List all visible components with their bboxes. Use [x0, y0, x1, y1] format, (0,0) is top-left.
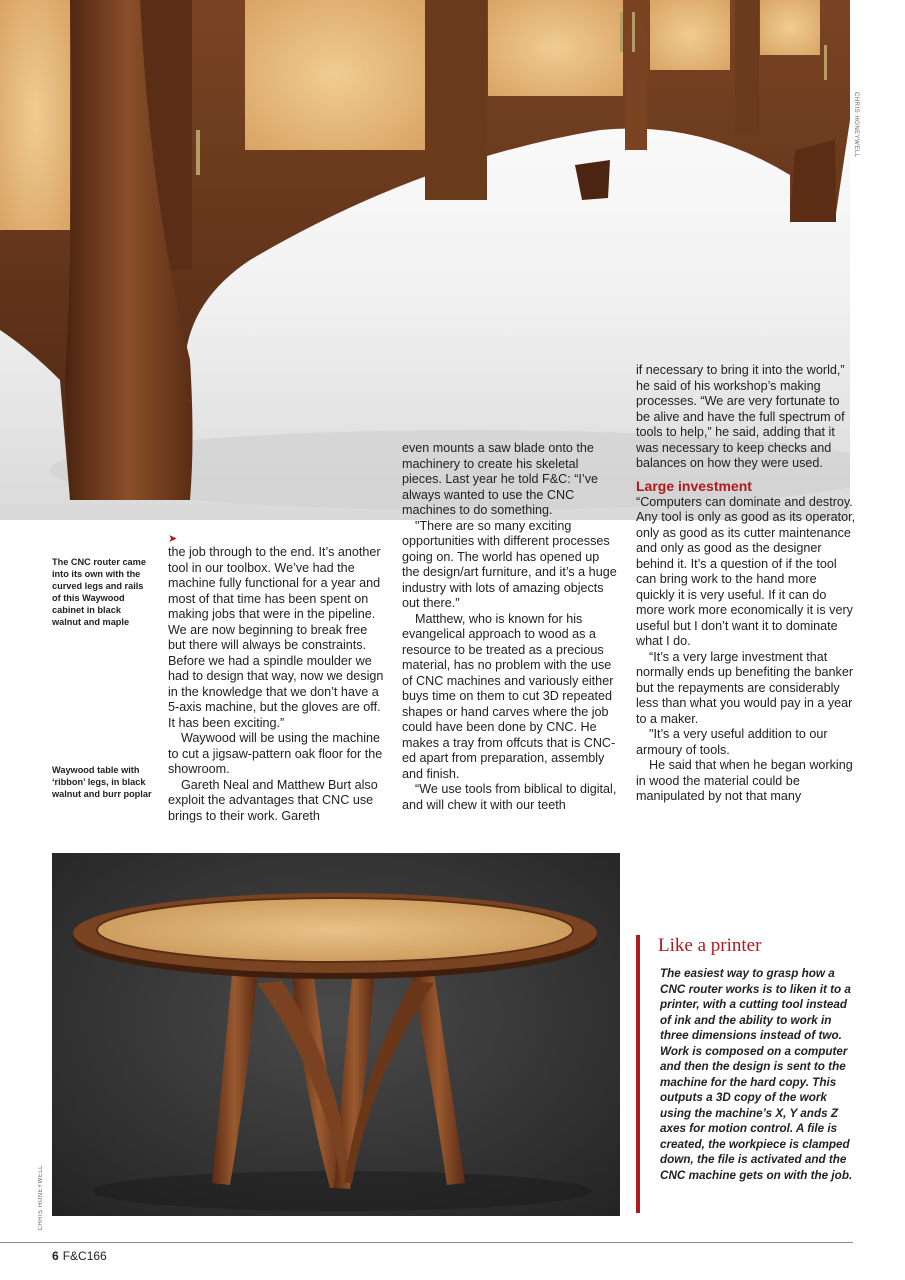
caption-cabinet: The CNC router came into its own with the curved legs and rails of this Waywood cabinet in black walnut and maple — [52, 557, 146, 627]
subheading: Large investment — [636, 477, 752, 494]
paragraph: even mounts a saw blade onto the machinery to create his skeletal pieces. Last year he told F&C: “I’ve always wanted to use the CNC machines to do something. — [402, 441, 598, 517]
paragraph: “We use tools from biblical to digital, and will chew it with our teeth — [402, 782, 617, 812]
photo-credit-bottom: CHRIS HONEYWELL — [38, 1165, 44, 1231]
paragraph: He said that when he began working in wood the material could be manipulated by not that many — [636, 758, 853, 803]
paragraph: “Computers can dominate and destroy. Any tool is only as good as its operator, only as good as its cutter maintenance and only as good as the designer behind it. It’s a question of if the tool can bring work to the hand more quickly it is very useful. If it can do more work more economically it is very useful but I don’t want it to dominate what I do. — [636, 494, 856, 648]
magazine-issue: F&C166 — [62, 1249, 107, 1263]
sidebar-like-a-printer — [636, 935, 858, 1213]
paragraph: Gareth Neal and Matthew Burt also exploit the advantages that CNC use brings to their work. Gareth — [168, 777, 378, 823]
article-column-1 — [168, 533, 386, 824]
sidebar-title: Like a printer — [658, 935, 762, 956]
paragraph: if necessary to bring it into the world,” he said of his workshop’s making processes. “We are very fortunate to be alive and have the full spectrum of tools to help,” he said, adding that it was necessary to keep checks and balances on how they were used. — [636, 363, 845, 470]
article-column-3 — [636, 363, 856, 805]
paragraph: "It’s a very useful addition to our armoury of tools. — [636, 727, 828, 757]
footer-rule — [0, 1242, 853, 1243]
page-number: 6 — [52, 1249, 59, 1263]
continue-arrow-icon: ➤ — [168, 533, 178, 545]
article-column-2 — [402, 441, 620, 813]
table-photo — [52, 853, 620, 1216]
paragraph: Matthew, who is known for his evangelical approach to wood as a resource to be treated as a precious material, has no problem with the use of CNC machines and variously either buys time on them to cut 3D repeated shapes or hand carves where the job could have been done by CNC. He makes a tray from offcuts that is CNC-ed apart from preparation, assembly and finish. — [402, 611, 616, 781]
paragraph: “It’s a very large investment that normally ends up benefiting the banker but the repayments are considerably less than what you would pay in a year to a maker. — [636, 649, 854, 726]
page-footer — [52, 1249, 107, 1263]
sidebar-text: The easiest way to grasp how a CNC router works is to liken it to a printer, with a cutting tool instead of ink and the ability to work in three dimensions instead of two. Work is composed on a computer and then the design is sent to the machine for the hard copy. This outputs a 3D copy of the work using the machine’s X, Y ands Z axes for motion control. A file is created, the workpiece is clamped down, the file is activated and the CNC machine gets on with the job. — [660, 967, 853, 1182]
paragraph: Waywood will be using the machine to cut a jigsaw-pattern oak floor for the showroom. — [168, 731, 383, 776]
caption-table: Waywood table with ‘ribbon’ legs, in black walnut and burr poplar — [52, 765, 152, 799]
photo-credit-top: CHRIS HONEYWELL — [853, 92, 859, 158]
paragraph: the job through to the end. It’s another tool in our toolbox. We’ve had the machine fully functional for a year and most of that time has been spent on making jobs that were in the pipeline. We are now beginning to break free but there will always be constraints. Before we had a spindle moulder we had to design that way, now we design in the knowledge that we don’t have a 5-axis machine, but the gloves are off. It has been exciting.” — [168, 545, 384, 730]
paragraph: "There are so many exciting opportunities with different processes going on. The world has opened up the design/art furniture, and it’s a huge industry with lots of amazing objects out there." — [402, 518, 617, 610]
